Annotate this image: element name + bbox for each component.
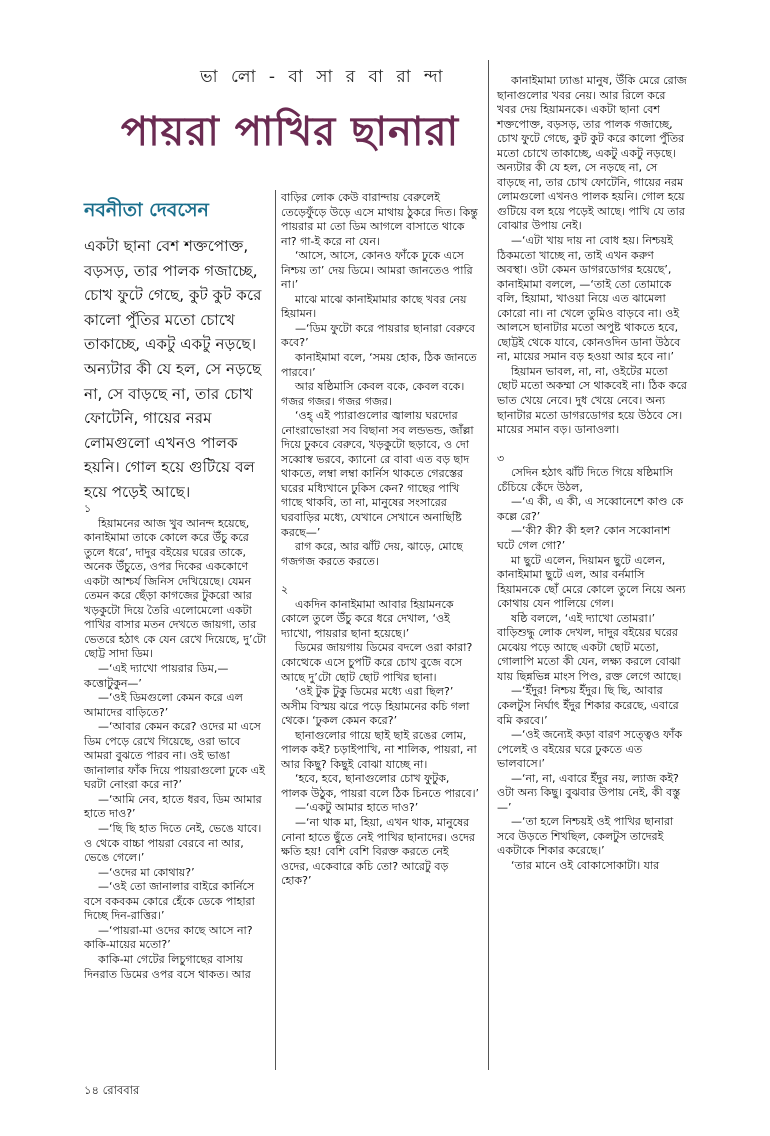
paragraph: —‘ওই জন্যেই কড়া বারণ সত্ত্বেও ফাঁক পেলেই ও বইয়ের ঘরে ঢুকতে এত ভালবাসে।’	[497, 728, 683, 771]
column-3	[497, 74, 687, 874]
column-1	[84, 502, 270, 982]
intro-pullquote	[84, 234, 270, 505]
column-2	[281, 191, 479, 889]
page-footer: ১৪ রোববার	[84, 1083, 140, 1097]
intro-text: একটা ছানা বেশ শক্তপোক্ত, বড়সড়, তার পালক গজাচ্ছে, চোখ ফুটে গেছে, কুট কুট করে কালো পুঁতির মতো চোখে তাকাচ্ছে, একটু একটু নড়ছে। অন্যটার কী যে হল, সে নড়ছে না, সে বাড়ছে না, তার চোখ ফোটেনি, গায়ের নরম লোমগুলো এখনও পালক হয়নি। গোল হয়ে গুটিয়ে বল হয়ে পড়েই আছে।	[84, 237, 262, 501]
paragraph: —‘না থাক মা, হিয়া, এখন থাক, মানুষের নোনা হাতে ছুঁতে নেই পাখির ছানাদের। ওদের ক্ষতি হয়! বেশি বেশি বিরক্ত করতে নেই ওদের, একেবারে কচি তো? আরেটু বড় হোক?’	[281, 815, 475, 888]
paragraph: —‘একটু আমার হাতে দাও?’	[295, 801, 419, 815]
paragraph: মাঝে মাঝে কানাইমামার কাছে খবর নেয় হিয়ামন।	[281, 292, 467, 321]
paragraph: —‘কী? কী? কী হল? কোন সব্বোনাশ ঘটে গেল গো?’	[497, 524, 671, 552]
paragraph: —‘আবার কেমন করে? ওদের মা এসে ডিম পেড়ে রেখে গিয়েছে, ওরা ভাবে আমরা বুঝতে পারব না। ওই ভাঙা জানালার ফাঁক দিয়ে পায়রাগুলো ঢুকে এই ঘরটা নোংরা করে না?’	[84, 720, 265, 792]
paragraph: ‘ওহ্‌ এই প্যারাগুলোর জ্বালায় ঘরদোর নোংরাভোংরা সব বিছানা সব লন্ডভন্ড, জাঁল্লা দিয়ে ঢুকবে বেরুবে, খড়কুটো ছড়াবে, ও দো সব্বোস্ব ভরবে, ক্যানো রে বাবা এত বড় ছাদ থাকতে, লম্বা লম্বা কার্নিস থাকতে গেরস্তের ঘরের মধ্যিখানে ঢুকিস কেন? গাছের পাখি গাছে থাকবি, তা না, মানুষের সংসারের ঘরবাড়ির মধ্যে, যেখানে সেখানে অনাছিষ্টি করছে—’	[281, 409, 474, 539]
paragraph: একদিন কানাইমামা আবার হিয়ামনকে কোলে তুলে উঁচু করে ধরে দেখাল, ‘ওই দ্যাখো, পায়রার ছানা হয়েছে।’	[281, 597, 454, 640]
paragraph: ‘তার মানে ওই বোকাসোকাটা। যার	[511, 858, 660, 872]
paragraph: মা ছুটে এলেন, দিয়ামন ছুটে এলেন, কানাইমামা ছুটে এল, আর বর্নমাসি হিয়ামনকে ছোঁ মেরে কোলে তুলে নিয়ে অন্য কোথায় যেন পালিয়ে গেল।	[497, 553, 686, 611]
paragraph: ডিমের জায়গায় ডিমের বদলে ওরা কারা? কোত্থেকে এসে চুপটি করে চোখ বুজে বসে আছে দু’টো ছোট ছোট পাখির ছানা।	[281, 641, 473, 684]
section-number: ২	[281, 583, 289, 597]
paragraph: কানাইমামা ঢ্যাঙা মানুষ, উঁকি মেরে রোজ ছানাগুলোর খবর নেয়। আর রিলে করে খবর দেয় হিয়ামনকে। একটা ছানা বেশ শক্তপোক্ত, বড়সড়, তার পালক গজাচ্ছে, চোখ ফুটে গেছে, কুট কুট করে কালো পুঁতির মতো চোখে তাকাচ্ছে, একটু একটু নড়ছে। অন্যটার কী যে হল, সে নড়ছে না, সে বাড়ছে না, তার চোখ ফোটেনি, গায়ের নরম লোমগুলো এখনও পালক হয়নি। গোল হয়ে গুটিয়ে বল হয়ে পড়েই আছে। পাখি যে তার বোঝার উপায় নেই।	[497, 74, 687, 233]
section-number: ৩	[497, 451, 505, 465]
paragraph: —‘ছি ছি হাত দিতে নেই, ভেঙে যাবে। ও থেকে বাচ্চা পায়রা বেরবে না আর, ভেঙে গেলে।’	[84, 822, 262, 865]
paragraph: ‘হবে, হবে, ছানাগুলোর চোখ ফুটুক, পালক উঠুক, পায়রা বলে ঠিক চিনতে পারবে।’	[281, 772, 480, 800]
article-title: পায়রা পাখির ছানারা	[120, 108, 460, 155]
paragraph: কাকি-মা গেটের লিচুগাছের বাসায় দিনরাত ডিমের ওপর বসে থাকত। আর	[84, 952, 251, 981]
paragraph: ষষ্ঠি বললে, ‘এই দ্যাখো তোমরা।’ বাড়িশুদ্ধু লোক দেখল, দাদুর বইয়ের ঘরের মেঝেয় পড়ে আছে একটা ছোট মতো, গোলাপি মতো কী যেন, লক্ষ্য করলে বোঝা যায় ছিন্নভিন্ন মাংস পিণ্ড, রক্ত লেগে আছে।	[497, 611, 682, 683]
author-byline: নবনীতা দেবসেন	[84, 199, 209, 221]
column-divider	[275, 190, 276, 1070]
paragraph: —‘ওদের মা কোথায়?’	[98, 865, 195, 879]
paragraph: —‘ওই তো জানালার বাইরে কার্নিসে বসে বকবকম কোরে হেঁকে ডেকে পাহারা দিচ্ছে দিন-রাত্তির।’	[84, 880, 255, 923]
paragraph: আর ষষ্ঠিমাসি কেবল বকে, কেবল বকে। গজর গজর। গজর গজর।	[281, 380, 465, 408]
column-divider	[488, 60, 489, 1070]
section-number: ১	[84, 502, 92, 515]
paragraph: —‘আমি নেব, হাতে ধরব, ডিম আমার হাতে দাও?’	[84, 792, 262, 821]
paragraph: —‘ওই ডিমগুলো কেমন করে এল আমাদের বাড়িতে?’	[84, 691, 243, 719]
section-kicker: ভা লো - বা সা র বা রা ন্দা	[200, 67, 447, 87]
paragraph: ছানাগুলোর গায়ে ছাই ছাই রঙের লোম, পালক কই? চড়াইপাখি, না শালিক, পায়রা, না আর কিছু? কিছুই বোঝা যাচ্ছে না।	[281, 728, 477, 771]
paragraph: কানাইমামা বলে, ‘সময় হোক, ঠিক জানতে পারবে।’	[281, 351, 477, 379]
paragraph: —‘না, না, এবারে ইঁদুর নয়, ল্যাজ কই? ওটা অন্য কিছু। বুঝবার উপায় নেই, কী বস্তু—’	[497, 771, 681, 814]
paragraph: —‘এ কী, এ কী, এ সব্বোনেশে কাণ্ড কে কল্লে রে?’	[497, 495, 684, 523]
paragraph: হিয়ামন ভাবল, না, না, ওইটের মতো ছোট মতো অকম্মা সে থাকবেই না। ঠিক করে ভাত খেয়ে নেবে। দুধ খেয়ে নেবে। অন্য ছানাটার মতো ডাগরডোগর হয়ে উঠবে সে। মায়ের সমান বড়। ডানাওলা।	[497, 364, 687, 437]
paragraph: ‘ওই টুক টুকু ডিমের মধ্যে এরা ছিল?’ অসীম বিস্ময় ঝরে পড়ে হিয়ামনের কচি গলা থেকে। ‘ঢুকল কেমন করে?’	[281, 685, 470, 728]
paragraph: —‘এই দ্যাখো পায়রার ডিম,—কত্তোটুকুন—’	[84, 662, 229, 690]
paragraph: —‘তা হলে নিশ্চয়ই ওই পাখির ছানারা সবে উড়তে শিখছিল, কেলটুস তাদেরই একটাকে শিকার করেছে।’	[497, 815, 674, 858]
paragraph: হিয়ামনের আজ খুব আনন্দ হয়েছে, কানাইমামা তাকে কোলে করে উঁচু করে তুলে ধরে’, দাদুর বইয়ের ঘরের তাকে, অনেক উঁচুতে, ওপর দিকের এককোণে একটা আশ্চর্য জিনিস দেখিয়েছে। যেমন তেমন করে ছেঁড়া কাগজের টুকরো আর খড়কুটো দিয়ে তৈরি এলোমেলো একটা পাখির বাসার মতন দেখতে জায়গা, তার ভেতরে হঠাৎ কে যেন রেখে দিয়েছে, দু’টো ছোট্ট সাদা ডিম।	[84, 516, 267, 661]
paragraph: —‘ডিম ফুটো করে পায়রার ছানারা বেরুবে কবে?’	[281, 321, 475, 350]
paragraph: রাগ করে, আর ঝাঁট দেয়, ঝাড়ে, মোছে গজগজ করতে করতে।	[281, 540, 463, 568]
paragraph: —‘পায়রা-মা ওদের কাছে আসে না? কাকি-মায়ের মতো?’	[84, 923, 253, 952]
paragraph: —‘ইঁদুর! নিশ্চয় ইঁদুর। ছি ছি, আবার কেলটুস নির্ঘাৎ ইঁদুর শিকার করেছে, এবারে বমি করবে।’	[497, 684, 679, 727]
paragraph: বাড়ির লোক কেউ বারান্দায় বেরুলেই তেড়েফুঁড়ে উড়ে এসে মাথায় ঠুকরে দিত। কিন্তু পায়রার মা তো ডিম আগলে বাসাতে থাকে না? গা-ই করে না যেন।	[281, 191, 478, 248]
paragraph: —‘এটা খায় দায় না বোধ হয়। নিশ্চয়ই ঠিকমতো খাচ্ছে না, তাই এখন করুণ অবস্থা। ওটা কেমন ডাগরডোগর হয়েছে’, কানাইমামা বললে, —‘তাই তো তোমাকে বলি, হিয়ামা, খাওয়া নিয়ে এত ঝামেলা কোরো না। না খেলে তুমিও বাড়বে না। ওই আলসে ছানাটার মতো অপুষ্ট থাকতে হবে, ছোট্টই থেকে যাবে, কোনওদিন ডানা উঠবে না, মায়ের সমান বড় হওয়া আর হবে না।’	[497, 234, 681, 364]
paragraph: ‘আসে, আসে, কোনও ফাঁকে ঢুকে এসে নিশ্চয় তা’ দেয় ডিমে। আমরা জানতেও পারি না।’	[281, 249, 473, 292]
paragraph: সেদিন হঠাৎ ঝাঁট দিতে গিয়ে ষষ্ঠিমাসি চেঁচিয়ে কেঁদে উঠল,	[497, 466, 673, 494]
